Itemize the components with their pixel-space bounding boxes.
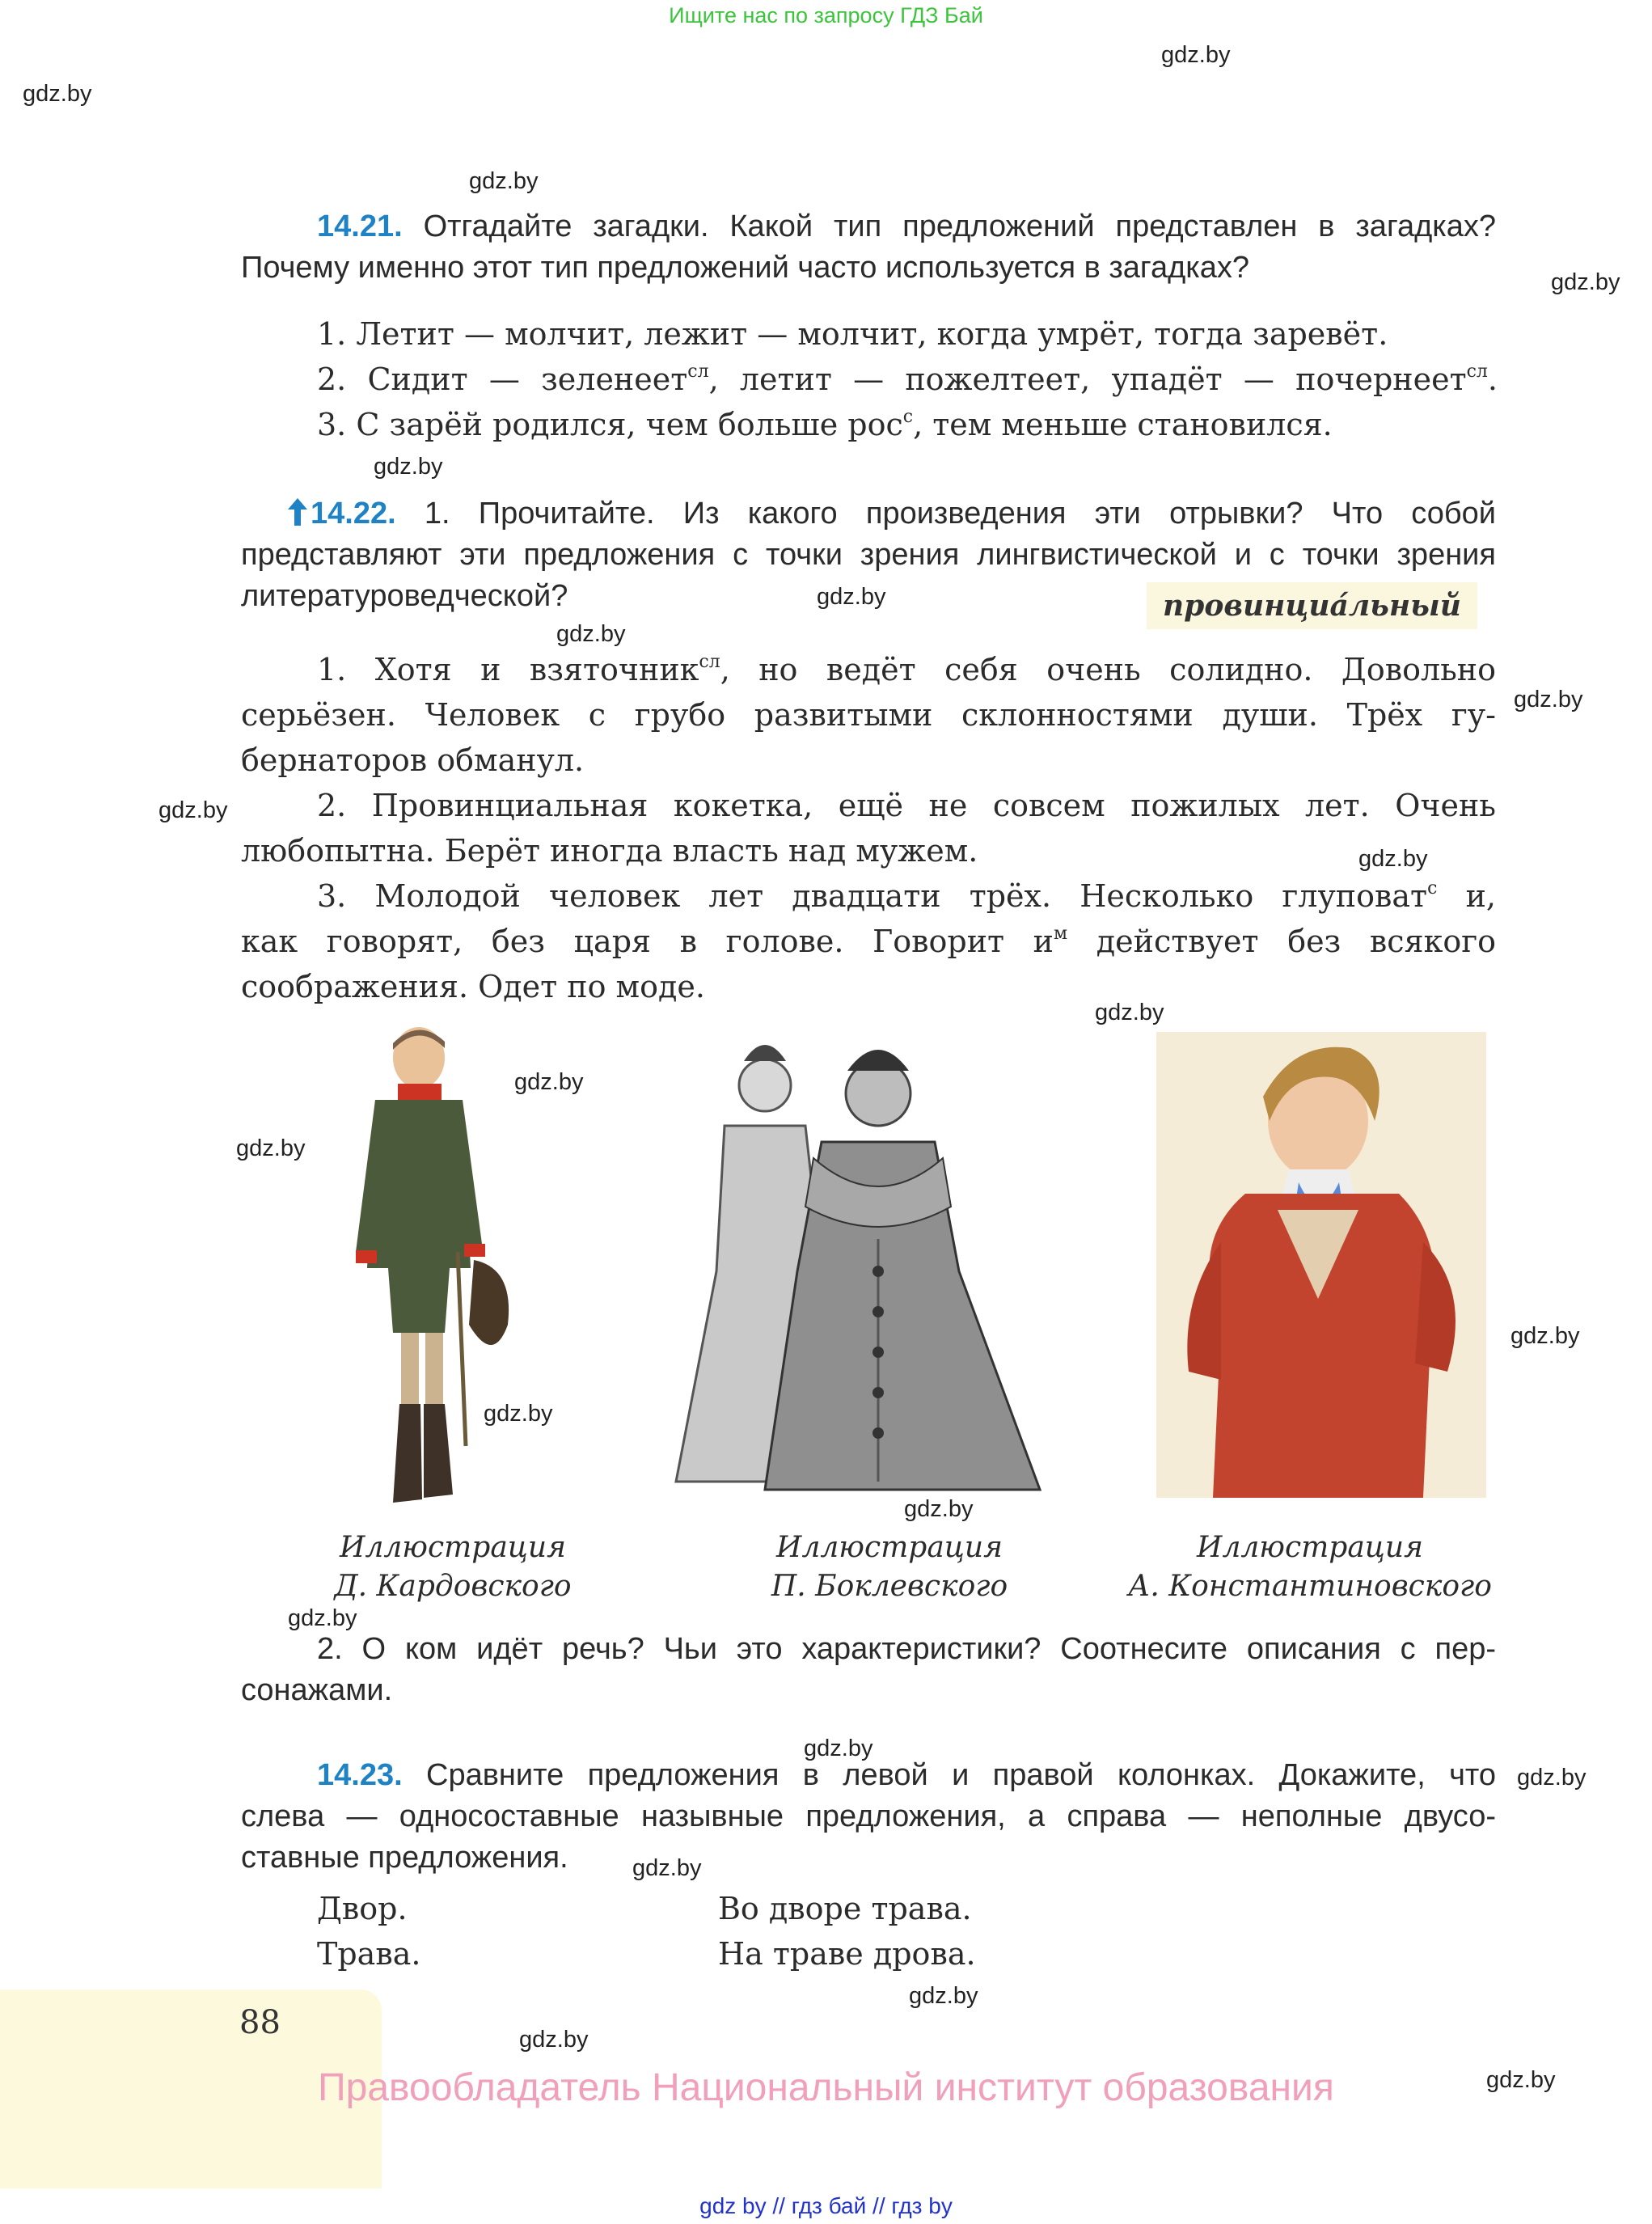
description-line: серьёзен. Человек с грубо развитыми склонностями души. Трёх гу- [241, 697, 1496, 733]
watermark: gdz.by [23, 81, 92, 107]
task-text: Отгадайте загадки. Какой тип предложений представлен в загадках? [423, 209, 1496, 243]
watermark: gdz.by [556, 621, 626, 647]
watermark: gdz.by [1517, 1765, 1587, 1791]
watermark: gdz.by [817, 584, 886, 610]
watermark: gdz.by [1358, 846, 1428, 872]
exercise-number: 14.21. [317, 209, 403, 243]
illustration-caption: Иллюстрация П. Боклевского [771, 1531, 1008, 1603]
description-line: 2. Провинциальная кокетка, ещё не совсем пожилых лет. Очень [317, 788, 1496, 823]
watermark: gdz.by [1510, 1323, 1580, 1349]
illustration-boklevsky [668, 1029, 1048, 1514]
watermark: gdz.by [514, 1069, 584, 1095]
watermark: gdz.by [158, 797, 228, 823]
exercise-14-23-task [241, 1755, 1496, 1879]
watermark: gdz.by [1514, 687, 1583, 712]
sentence-item: Двор. [317, 1891, 408, 1926]
exercise-14-21-task [241, 206, 1496, 289]
task-text: Сравните предложения в левой и правой колонках. Докажите, что [426, 1758, 1497, 1792]
vocabulary-word: провинциа́льный [1147, 582, 1477, 629]
watermark: gdz.by [1551, 269, 1620, 295]
riddle-item: 3. С зарёй родился, чем больше рос$^с$, тем меньше становился. [317, 407, 1333, 442]
sentence-item: Трава. [317, 1936, 421, 1972]
task-text: Почему именно этот тип предложений часто используется в загадках? [241, 251, 1249, 285]
watermark: gdz.by [236, 1135, 306, 1161]
watermark: gdz.by [804, 1736, 873, 1761]
task-text: 1. Прочитайте. Из какого произведения эти отрывки? Что собой [424, 497, 1496, 531]
illustration-caption: Иллюстрация А. Константиновского [1128, 1531, 1492, 1603]
footer-links[interactable]: gdz by // гдз бай // гдз by [699, 2193, 953, 2218]
riddle-item: 1. Летит — молчит, лежит — молчит, когда умрёт, тогда заревёт. [317, 316, 1388, 352]
right-column [718, 1886, 976, 1977]
watermark: gdz.by [519, 2027, 589, 2053]
description-line: 1. Хотя и взяточник$^{сл}$, но ведёт себя очень солидно. Довольно [317, 652, 1496, 687]
page-number: 88 [239, 2004, 281, 2041]
exercise-14-22-task-2: 2. О ком идёт речь? Чьи это характеристики? Соотнесите описания с пер- сонажами. [241, 1632, 1496, 1707]
exercise-number: 14.23. [317, 1758, 403, 1792]
watermark: gdz.by [469, 168, 539, 194]
task-text: слева — односоставные назывные предложения, а справа — неполные двусо- [241, 1799, 1496, 1833]
sentence-item: Во дворе трава. [718, 1891, 972, 1926]
illustration-kardovsky [323, 1025, 566, 1511]
watermark: gdz.by [1161, 42, 1231, 68]
top-banner[interactable]: Ищите нас по запросу ГДЗ Бай [669, 3, 983, 27]
sentence-item: На траве дрова. [718, 1936, 976, 1972]
riddle-item: 2. Сидит — зеленеет$^{сл}$, летит — пожелтеет, упадёт — почернеет$^{сл}$. [317, 362, 1498, 397]
watermark: gdz.by [374, 454, 443, 480]
watermark: gdz.by [1095, 1000, 1164, 1025]
watermark: gdz.by [632, 1855, 702, 1881]
arrow-up-icon [288, 498, 307, 526]
description-line: соображения. Одет по моде. [241, 969, 705, 1004]
description-line: как говорят, без царя в голове. Говорит $и^м$ действует без всякого [241, 924, 1496, 959]
character-descriptions [241, 647, 1496, 1009]
task-text: ставные предложения. [241, 1841, 568, 1875]
watermark: gdz.by [904, 1496, 974, 1522]
watermark: gdz.by [1486, 2067, 1556, 2093]
description-line: бернаторов обманул. [241, 742, 585, 778]
description-line: любопытна. Берёт иногда власть над мужем. [241, 833, 978, 869]
illustration-konstantinovsky [1156, 1032, 1486, 1498]
watermark: gdz.by [909, 1983, 978, 2009]
watermark: gdz.by [484, 1401, 553, 1427]
task-text: литературоведческой? [241, 579, 568, 613]
copyright-notice: Правообладатель Национальный институт образования [318, 2066, 1334, 2109]
exercise-number: 14.22. [311, 497, 396, 531]
task-text: представляют эти предложения с точки зрения лингвистической и с точки зрения [241, 538, 1496, 572]
watermark: gdz.by [288, 1605, 357, 1631]
description-line: 3. Молодой человек лет двадцати трёх. Несколько глуповат$^с$ и, [317, 878, 1496, 914]
illustration-caption: Иллюстрация Д. Кардовского [334, 1531, 572, 1603]
left-column [317, 1886, 420, 1977]
riddles-list [317, 311, 1498, 447]
